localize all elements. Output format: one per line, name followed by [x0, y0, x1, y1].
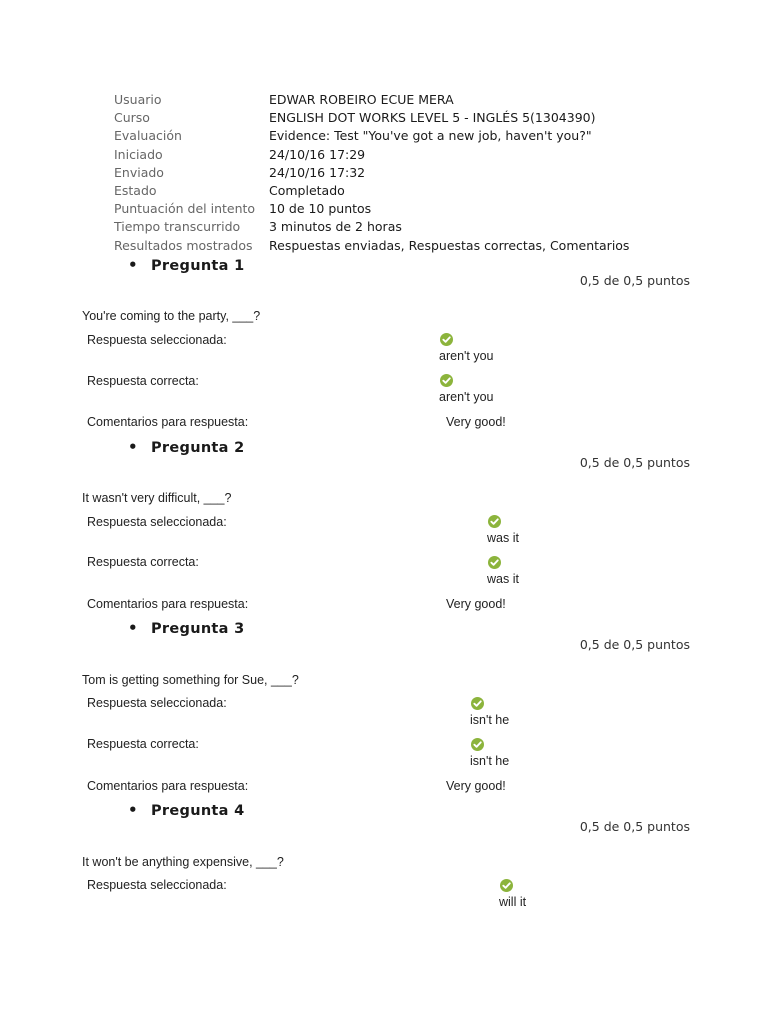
check-circle-icon [440, 333, 453, 346]
question-heading-label: Pregunta 4 [151, 803, 245, 819]
question-points: 0,5 de 0,5 puntos [579, 455, 690, 470]
question-heading-label: Pregunta 3 [151, 621, 245, 637]
bullet-icon: • [128, 256, 138, 274]
check-circle-icon [488, 515, 501, 528]
summary-row-user [114, 91, 734, 109]
selected-answer-label: Respuesta seleccionada: [87, 878, 227, 892]
correct-answer-text: aren't you [439, 390, 494, 404]
summary-label: Evaluación [114, 128, 182, 144]
summary-value: Completado [269, 182, 345, 198]
feedback-label: Comentarios para respuesta: [87, 779, 249, 793]
selected-answer-text: aren't you [439, 349, 494, 363]
summary-row-elapsed [114, 218, 734, 236]
summary-row-course [114, 109, 734, 127]
selected-answer [487, 515, 519, 545]
summary-label: Usuario [114, 92, 162, 107]
correct-answer-text: was it [487, 572, 519, 586]
question-heading [128, 438, 245, 456]
summary-value: Respuestas enviadas, Respuestas correctas, Comentarios [269, 237, 630, 253]
selected-answer-text: isn't he [470, 713, 510, 727]
question-heading-label: Pregunta 1 [151, 258, 245, 274]
feedback-text: Very good! [446, 779, 506, 793]
selected-answer-text: was it [487, 531, 519, 545]
summary-label: Curso [114, 110, 150, 126]
question-heading [128, 619, 245, 637]
summary-value: Evidence: Test "You've got a new job, haven't you?" [269, 128, 592, 144]
selected-answer [499, 879, 526, 909]
check-circle-icon [488, 556, 501, 569]
summary-row-results [114, 237, 734, 255]
selected-answer-text: will it [499, 895, 527, 909]
check-circle-icon [500, 879, 513, 892]
summary-label: Estado [114, 182, 157, 198]
summary-row-submitted [114, 164, 734, 182]
feedback-label: Comentarios para respuesta: [87, 415, 249, 429]
correct-answer [439, 374, 494, 404]
question-points: 0,5 de 0,5 puntos [579, 273, 690, 288]
question-heading [128, 256, 245, 274]
question-text: It won't be anything expensive, ___? [82, 855, 284, 869]
summary-row-status [114, 182, 734, 200]
bullet-icon: • [128, 438, 138, 456]
summary-label: Iniciado [114, 146, 163, 162]
summary-value: 24/10/16 17:32 [269, 164, 366, 180]
attempt-summary [114, 91, 734, 255]
summary-label: Tiempo transcurrido [114, 219, 241, 235]
summary-label: Enviado [114, 164, 164, 180]
correct-answer-label: Respuesta correcta: [87, 737, 199, 751]
correct-answer-label: Respuesta correcta: [87, 555, 199, 569]
bullet-icon: • [128, 801, 138, 819]
check-circle-icon [471, 697, 484, 710]
correct-answer [487, 556, 519, 586]
bullet-icon: • [128, 619, 138, 637]
selected-answer [470, 697, 509, 727]
question-text: It wasn't very difficult, ___? [82, 491, 232, 505]
question-heading-label: Pregunta 2 [151, 440, 245, 456]
question-heading [128, 801, 245, 819]
check-circle-icon [471, 738, 484, 751]
summary-label: Puntuación del intento [114, 201, 256, 217]
feedback-text: Very good! [446, 415, 506, 429]
summary-row-score [114, 200, 734, 218]
question-text: Tom is getting something for Sue, ___? [82, 673, 299, 687]
summary-value: EDWAR ROBEIRO ECUE MERA [269, 92, 454, 107]
selected-answer-label: Respuesta seleccionada: [87, 515, 227, 529]
correct-answer [470, 738, 509, 768]
summary-row-evaluation [114, 127, 734, 145]
selected-answer [439, 333, 494, 363]
summary-value: 24/10/16 17:29 [269, 146, 366, 162]
summary-label: Resultados mostrados [114, 237, 253, 253]
feedback-text: Very good! [446, 597, 506, 611]
feedback-label: Comentarios para respuesta: [87, 597, 249, 611]
correct-answer-text: isn't he [470, 754, 510, 768]
summary-value: 10 de 10 puntos [269, 201, 372, 217]
summary-value: 3 minutos de 2 horas [269, 219, 402, 235]
summary-row-started [114, 146, 734, 164]
question-points: 0,5 de 0,5 puntos [579, 819, 690, 834]
question-points: 0,5 de 0,5 puntos [579, 637, 690, 652]
selected-answer-label: Respuesta seleccionada: [87, 333, 227, 347]
correct-answer-label: Respuesta correcta: [87, 374, 199, 388]
selected-answer-label: Respuesta seleccionada: [87, 696, 227, 710]
check-circle-icon [440, 374, 453, 387]
summary-value: ENGLISH DOT WORKS LEVEL 5 - INGLÉS 5(1304390) [269, 110, 596, 126]
question-text: You're coming to the party, ___? [82, 309, 261, 323]
